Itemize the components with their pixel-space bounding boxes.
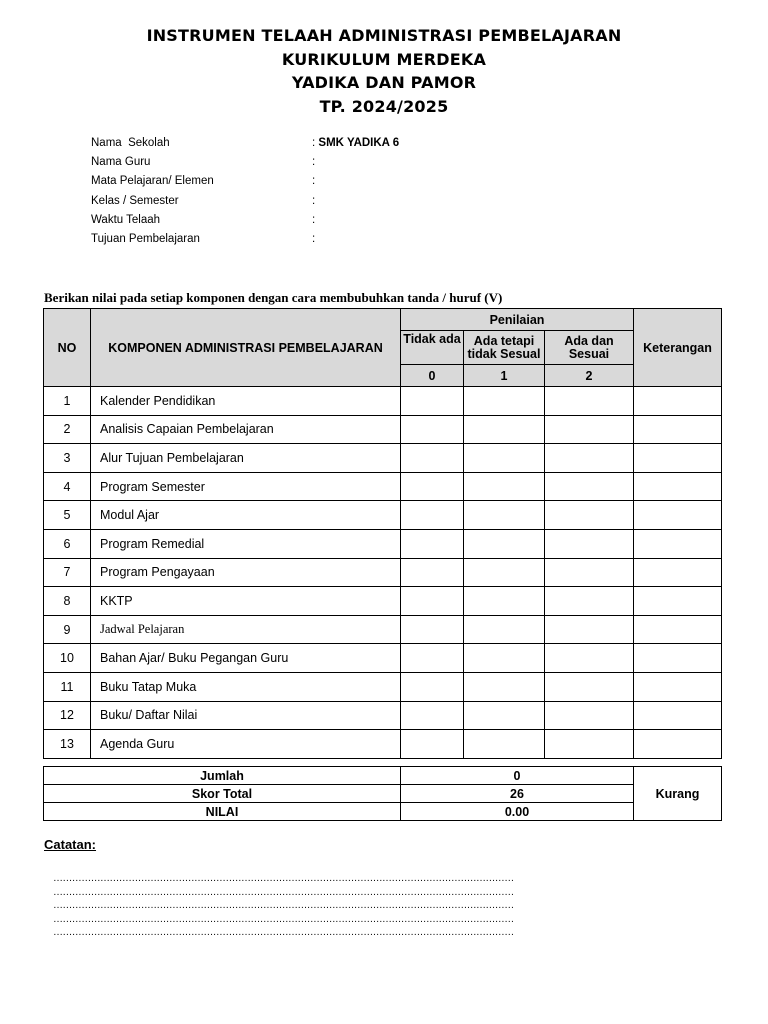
cell-ada-sesuai[interactable] [545, 701, 634, 730]
row-number: 6 [44, 529, 91, 558]
info-label: Tujuan Pembelajaran [91, 232, 200, 245]
info-label: Mata Pelajaran/ Elemen [91, 175, 214, 188]
cell-ada-sesuai[interactable] [545, 444, 634, 473]
row-komponen: Kalender Pendidikan [91, 387, 401, 416]
row-number: 7 [44, 558, 91, 587]
row-komponen: Program Semester [91, 472, 401, 501]
cell-ada-tidak-sesuai[interactable] [464, 529, 545, 558]
row-number: 1 [44, 387, 91, 416]
cell-keterangan[interactable] [634, 730, 722, 759]
header-keterangan: Keterangan [634, 309, 722, 387]
catatan-lines [53, 872, 514, 940]
cell-tidak-ada[interactable] [401, 587, 464, 616]
cell-tidak-ada[interactable] [401, 558, 464, 587]
catatan-label: Catatan: [44, 837, 97, 852]
cell-tidak-ada[interactable] [401, 701, 464, 730]
cell-ada-sesuai[interactable] [545, 529, 634, 558]
title-line-2: KURIKULUM MERDEKA [281, 49, 487, 69]
row-komponen: Modul Ajar [91, 501, 401, 530]
cell-ada-sesuai[interactable] [545, 672, 634, 701]
info-colon: : SMK YADIKA 6 [312, 137, 400, 149]
cell-ada-sesuai[interactable] [545, 472, 634, 501]
cell-keterangan[interactable] [634, 644, 722, 673]
info-value-sekolah[interactable]: SMK YADIKA 6 [318, 137, 400, 149]
cell-ada-tidak-sesuai[interactable] [464, 644, 545, 673]
skor-total-label: Skor Total [44, 785, 401, 803]
cell-keterangan[interactable] [634, 672, 722, 701]
catatan-line[interactable]: ………………………………………………………………………………………………………………………………… [53, 900, 514, 912]
summary-table [43, 766, 722, 821]
row-komponen: Buku/ Daftar Nilai [91, 701, 401, 730]
info-colon: : [312, 194, 316, 207]
keterangan-value: Kurang [634, 767, 722, 821]
table-row [44, 672, 722, 701]
cell-ada-sesuai[interactable] [545, 615, 634, 644]
row-komponen: Program Remedial [91, 529, 401, 558]
table-row [44, 558, 722, 587]
score-0: 0 [401, 365, 464, 387]
nilai-label: NILAI [44, 803, 401, 821]
cell-keterangan[interactable] [634, 444, 722, 473]
score-1: 1 [464, 365, 545, 387]
cell-tidak-ada[interactable] [401, 387, 464, 416]
cell-ada-tidak-sesuai[interactable] [464, 558, 545, 587]
cell-keterangan[interactable] [634, 387, 722, 416]
row-number: 8 [44, 587, 91, 616]
cell-tidak-ada[interactable] [401, 615, 464, 644]
row-komponen: Buku Tatap Muka [91, 672, 401, 701]
cell-tidak-ada[interactable] [401, 730, 464, 759]
row-komponen: Bahan Ajar/ Buku Pegangan Guru [91, 644, 401, 673]
cell-ada-sesuai[interactable] [545, 558, 634, 587]
catatan-line[interactable]: ………………………………………………………………………………………………………………………………… [53, 886, 514, 898]
catatan-line[interactable]: ………………………………………………………………………………………………………………………………… [53, 873, 514, 884]
header-komponen: KOMPONEN ADMINISTRASI PEMBELAJARAN [91, 309, 401, 387]
cell-tidak-ada[interactable] [401, 415, 464, 444]
row-komponen: Agenda Guru [91, 730, 401, 759]
header-ada-tidak-sesuai: Ada tetapi tidak Sesual [464, 331, 545, 365]
cell-ada-sesuai[interactable] [545, 644, 634, 673]
row-number: 9 [44, 615, 91, 644]
title-line-4: TP. 2024/2025 [319, 96, 449, 116]
instruction-text: Berikan nilai pada setiap komponen dengan cara membubuhkan tanda / huruf (V) [44, 290, 503, 305]
row-komponen: Analisis Capaian Pembelajaran [91, 415, 401, 444]
row-number: 2 [44, 415, 91, 444]
info-colon: : [312, 175, 316, 188]
cell-keterangan[interactable] [634, 529, 722, 558]
cell-keterangan[interactable] [634, 501, 722, 530]
info-colon: : [312, 156, 316, 169]
cell-ada-tidak-sesuai[interactable] [464, 387, 545, 416]
table-row [44, 615, 722, 644]
table-row [44, 387, 722, 416]
title-line-1: INSTRUMEN TELAAH ADMINISTRASI PEMBELAJARAN [146, 26, 622, 45]
score-2: 2 [545, 365, 634, 387]
cell-tidak-ada[interactable] [401, 472, 464, 501]
catatan-line[interactable]: ………………………………………………………………………………………………………………………………… [53, 913, 514, 925]
info-label: Nama Sekolah [91, 137, 170, 149]
cell-ada-sesuai[interactable] [545, 730, 634, 759]
row-number: 10 [44, 644, 91, 673]
cell-tidak-ada[interactable] [401, 444, 464, 473]
info-label: Kelas / Semester [91, 194, 179, 207]
header-penilaian: Penilaian [401, 309, 634, 331]
row-komponen: KKTP [91, 587, 401, 616]
cell-keterangan[interactable] [634, 558, 722, 587]
cell-ada-tidak-sesuai[interactable] [464, 415, 545, 444]
table-row [44, 529, 722, 558]
header-ada-sesuai: Ada dan Sesuai [545, 331, 634, 365]
cell-ada-tidak-sesuai[interactable] [464, 730, 545, 759]
cell-tidak-ada[interactable] [401, 644, 464, 673]
cell-ada-tidak-sesuai[interactable] [464, 472, 545, 501]
info-colon: : [312, 213, 316, 226]
document-title [0, 24, 768, 118]
row-komponen: Jadwal Pelajaran [91, 615, 401, 644]
table-row [44, 501, 722, 530]
table-row [44, 644, 722, 673]
cell-keterangan[interactable] [634, 472, 722, 501]
cell-keterangan[interactable] [634, 587, 722, 616]
cell-ada-sesuai[interactable] [545, 501, 634, 530]
nilai-value: 0.00 [401, 803, 634, 821]
row-number: 13 [44, 730, 91, 759]
table-row [44, 701, 722, 730]
jumlah-label: Jumlah [44, 767, 401, 785]
row-number: 11 [44, 672, 91, 701]
title-line-3: YADIKA DAN PAMOR [291, 73, 477, 92]
cell-ada-tidak-sesuai[interactable] [464, 444, 545, 473]
row-number: 3 [44, 444, 91, 473]
jumlah-value: 0 [401, 767, 634, 785]
cell-tidak-ada[interactable] [401, 529, 464, 558]
row-number: 4 [44, 472, 91, 501]
table-row [44, 415, 722, 444]
cell-ada-tidak-sesuai[interactable] [464, 672, 545, 701]
cell-ada-sesuai[interactable] [545, 587, 634, 616]
table-row [44, 472, 722, 501]
info-label: Waktu Telaah [91, 213, 161, 226]
row-komponen: Program Pengayaan [91, 558, 401, 587]
row-komponen: Alur Tujuan Pembelajaran [91, 444, 401, 473]
row-number: 12 [44, 701, 91, 730]
cell-keterangan[interactable] [634, 701, 722, 730]
header-tidak-ada: Tidak ada [401, 331, 464, 365]
cell-keterangan[interactable] [634, 615, 722, 644]
table-row [44, 444, 722, 473]
cell-ada-sesuai[interactable] [545, 387, 634, 416]
cell-ada-tidak-sesuai[interactable] [464, 587, 545, 616]
cell-ada-tidak-sesuai[interactable] [464, 615, 545, 644]
table-row [44, 587, 722, 616]
cell-ada-tidak-sesuai[interactable] [464, 701, 545, 730]
cell-tidak-ada[interactable] [401, 501, 464, 530]
cell-ada-tidak-sesuai[interactable] [464, 501, 545, 530]
row-number: 5 [44, 501, 91, 530]
cell-ada-sesuai[interactable] [545, 415, 634, 444]
info-label: Nama Guru [91, 156, 151, 169]
cell-keterangan[interactable] [634, 415, 722, 444]
catatan-line[interactable]: ………………………………………………………………………………………………………………………………… [53, 927, 514, 939]
header-no: NO [44, 309, 91, 387]
assessment-table [43, 308, 722, 759]
skor-total-value: 26 [401, 785, 634, 803]
table-row [44, 730, 722, 759]
info-colon: : [312, 232, 316, 245]
cell-tidak-ada[interactable] [401, 672, 464, 701]
